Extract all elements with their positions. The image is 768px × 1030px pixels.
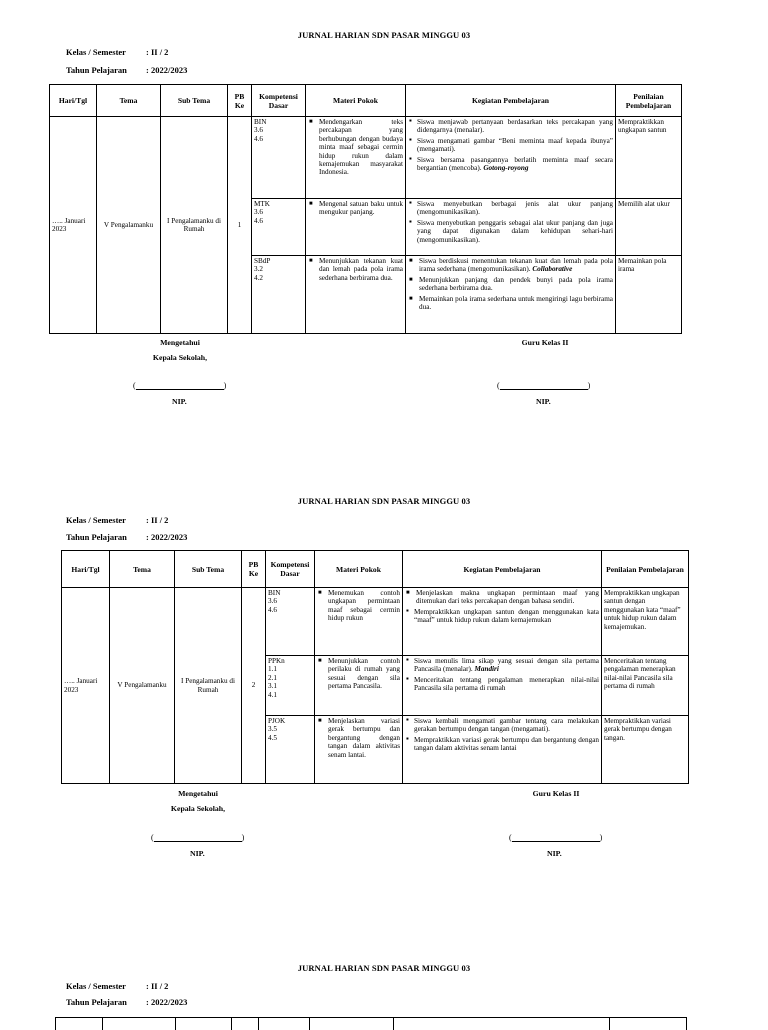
journal-1-title: JURNAL HARIAN SDN PASAR MINGGU 03 bbox=[297, 30, 471, 40]
kegiatan-item: ▪ Mempraktikkan ungkapan santun dengan menggunakan kata “maaf” untuk hidup rukun dalam kemajemukan bbox=[414, 608, 599, 625]
tahun-value: : 2022/2023 bbox=[146, 532, 188, 542]
header-kd: Kompetensi Dasar bbox=[266, 551, 315, 588]
kegiatan-item: ▪ Siswa kembali mengamati gambar tentang cara melakukan gerakan bertumpu dengan tangan (mengamati). bbox=[414, 717, 599, 734]
kegiatan-item: ■ Menjelaskan makna ungkapan permintaan maaf yang ditemukan dari teks percakapan dengan bahasa sendiri. bbox=[416, 589, 599, 606]
kegiatan-item: ▪ Siswa mengamati gambar “Beni meminta maaf kepada ibunya” (mengamati). bbox=[417, 137, 613, 154]
materi-item: ■ Menemukan contoh ungkapan permintaan maaf sebagai cermin hidup rukun bbox=[328, 589, 400, 623]
materi-item: ■ Menunjukkan tekanan kuat dan lemah pada pola irama sederhana berbirama dua. bbox=[319, 257, 403, 282]
journal-2-mengetahui bbox=[138, 789, 258, 813]
header-hari: Hari/Tgl bbox=[50, 85, 97, 117]
materi-item: ■ Mendengarkan teks percakapan yang berhubungan dengan budaya minta maaf sebagai cermin hidup rukun dalam kemajemukan masyarakat Indonesia. bbox=[319, 118, 403, 177]
signature-line-kepala: ( ) bbox=[133, 381, 227, 390]
hari-tgl: ….. Januari 2023 bbox=[62, 588, 110, 784]
header-subtema: Sub Tema bbox=[175, 551, 242, 588]
header-hari: Hari/Tgl bbox=[62, 551, 110, 588]
kelas-value: : II / 2 bbox=[146, 47, 169, 57]
mengetahui-label: Mengetahui bbox=[178, 789, 218, 798]
kegiatan-item: ■ Menunjukkan panjang dan pendek bunyi pada pola irama sederhana berbirama dua. bbox=[419, 276, 613, 293]
kelas-label: Kelas / Semester bbox=[66, 47, 126, 57]
kegiatan-item: ■ Memainkan pola irama sederhana untuk mengiringi lagu berbirama dua. bbox=[419, 295, 613, 312]
subtema: I Pengalamanku di Rumah bbox=[161, 117, 228, 334]
materi-item: ■ Menjelaskan variasi gerak bertumpu dan bergantung dengan tangan dalam aktivitas senam lantai. bbox=[328, 717, 400, 759]
tahun-value: : 2022/2023 bbox=[146, 997, 188, 1007]
nip-guru: NIP. bbox=[547, 849, 562, 858]
header-materi: Materi Pokok bbox=[306, 85, 406, 117]
tema: V Pengalamanku bbox=[97, 117, 161, 334]
mengetahui-label: Mengetahui bbox=[160, 338, 200, 347]
journal-1-mengetahui bbox=[120, 338, 240, 362]
nip-kepala: NIP. bbox=[190, 849, 205, 858]
header-kd: Kompetensi Dasar bbox=[252, 85, 306, 117]
kegiatan-item: ▪ Siswa bersama pasangannya berlatih meminta maaf secara bergantian (mencoba). Gotong-royong bbox=[417, 156, 613, 173]
journal-2-title: JURNAL HARIAN SDN PASAR MINGGU 03 bbox=[297, 496, 471, 506]
materi-item: ■ Mengenal satuan baku untuk mengukur panjang. bbox=[319, 200, 403, 217]
kegiatan-item: ▪ Siswa menyebutkan berbagai jenis alat ukur panjang (mengomunikasikan). bbox=[417, 200, 613, 217]
tahun-label: Tahun Pelajaran bbox=[66, 997, 127, 1007]
signature-line-guru: ( ) bbox=[497, 381, 591, 390]
header-penilaian: Penilaian Pembelajaran bbox=[602, 551, 689, 588]
kd-cell: BIN 3.6 4.6 bbox=[266, 588, 315, 656]
kegiatan-item: ▪ Siswa menyebutkan penggaris sebagai alat ukur panjang dan juga yang dapat digunakan dalam kehidupan sehari-hari (mengomunikasikan). bbox=[417, 219, 613, 244]
penilaian-cell: Mempraktikkan ungkapan santun dengan menggunakan kata “maaf” untuk hidup rukun dalam kemajemukan. bbox=[602, 588, 689, 656]
pb: 1 bbox=[228, 117, 252, 334]
penilaian-cell: Mempraktikkan ungkapan santun bbox=[616, 117, 682, 199]
kelas-label: Kelas / Semester bbox=[66, 515, 126, 525]
journal-1-table bbox=[49, 84, 682, 334]
hari-tgl: ….. Januari 2023 bbox=[50, 117, 97, 334]
journal-1-guru bbox=[485, 338, 605, 347]
header-pb: PB Ke bbox=[228, 85, 252, 117]
nip-kepala: NIP. bbox=[172, 397, 187, 406]
signature-line-kepala: ( ) bbox=[151, 833, 245, 842]
kd-cell: BIN 3.6 4.6 bbox=[252, 117, 306, 199]
penilaian-cell: Mempraktikkan variasi gerak bertumpu dengan tangan. bbox=[602, 716, 689, 784]
materi-item: ■ Menunjukkan contoh perilaku di rumah yang sesuai dengan sila pertama Pancasila. bbox=[328, 657, 400, 691]
kelas-label: Kelas / Semester bbox=[66, 981, 126, 991]
kelas-value: : II / 2 bbox=[146, 515, 169, 525]
kelas-value: : II / 2 bbox=[146, 981, 169, 991]
kegiatan-item: ■ Siswa berdiskusi menentukan tekanan kuat dan lemah pada pola irama sederhana (mengomunikasikan). Collaborative bbox=[419, 257, 613, 274]
header-kegiatan: Kegiatan Pembelajaran bbox=[403, 551, 602, 588]
journal-2-guru bbox=[496, 789, 616, 798]
signature-line-guru: ( ) bbox=[509, 833, 603, 842]
tahun-label: Tahun Pelajaran bbox=[66, 65, 127, 75]
kegiatan-item: ▪ Siswa menulis lima sikap yang sesuai dengan sila pertama Pancasila (menalar). Mandiri bbox=[414, 657, 599, 674]
guru-label: Guru Kelas II bbox=[521, 338, 569, 347]
kd-cell: SBdP 3.2 4.2 bbox=[252, 256, 306, 334]
subtema: I Pengalamanku di Rumah bbox=[175, 588, 242, 784]
penilaian-cell: Memilih alat ukur bbox=[616, 199, 682, 256]
header-subtema: Sub Tema bbox=[161, 85, 228, 117]
pb: 2 bbox=[242, 588, 266, 784]
kd-cell: PPKn 1.1 2.1 3.1 4.1 bbox=[266, 656, 315, 716]
journal-3-title: JURNAL HARIAN SDN PASAR MINGGU 03 bbox=[297, 963, 471, 973]
tema: V Pengalamanku bbox=[110, 588, 175, 784]
header-penilaian: Penilaian Pembelajaran bbox=[616, 85, 682, 117]
penilaian-cell: Memainkan pola irama bbox=[616, 256, 682, 334]
kegiatan-item: ▪ Menceritakan tentang pengalaman menerapkan nilai-nilai Pancasila sila pertama di rumah bbox=[414, 676, 599, 693]
kepala-label: Kepala Sekolah, bbox=[170, 804, 226, 813]
journal-2-table bbox=[61, 550, 689, 784]
tahun-label: Tahun Pelajaran bbox=[66, 532, 127, 542]
header-tema: Tema bbox=[97, 85, 161, 117]
kepala-label: Kepala Sekolah, bbox=[152, 353, 208, 362]
nip-guru: NIP. bbox=[536, 397, 551, 406]
header-pb: PB Ke bbox=[242, 551, 266, 588]
kegiatan-item: ▪ Siswa menjawab pertanyaan berdasarkan teks percakapan yang didengarnya (menalar). bbox=[417, 118, 613, 135]
header-kegiatan: Kegiatan Pembelajaran bbox=[406, 85, 616, 117]
kd-cell: PJOK 3.5 4.5 bbox=[266, 716, 315, 784]
header-tema: Tema bbox=[110, 551, 175, 588]
kegiatan-item: ▪ Mempraktikkan variasi gerak bertumpu dan bergantung dengan tangan dalam aktivitas senam lantai bbox=[414, 736, 599, 753]
kd-cell: MTK 3.6 4.6 bbox=[252, 199, 306, 256]
tahun-value: : 2022/2023 bbox=[146, 65, 188, 75]
header-materi: Materi Pokok bbox=[315, 551, 403, 588]
guru-label: Guru Kelas II bbox=[532, 789, 580, 798]
penilaian-cell: Menceritakan tentang pengalaman menerapkan nilai-nilai Pancasila sila pertama di rumah bbox=[602, 656, 689, 716]
